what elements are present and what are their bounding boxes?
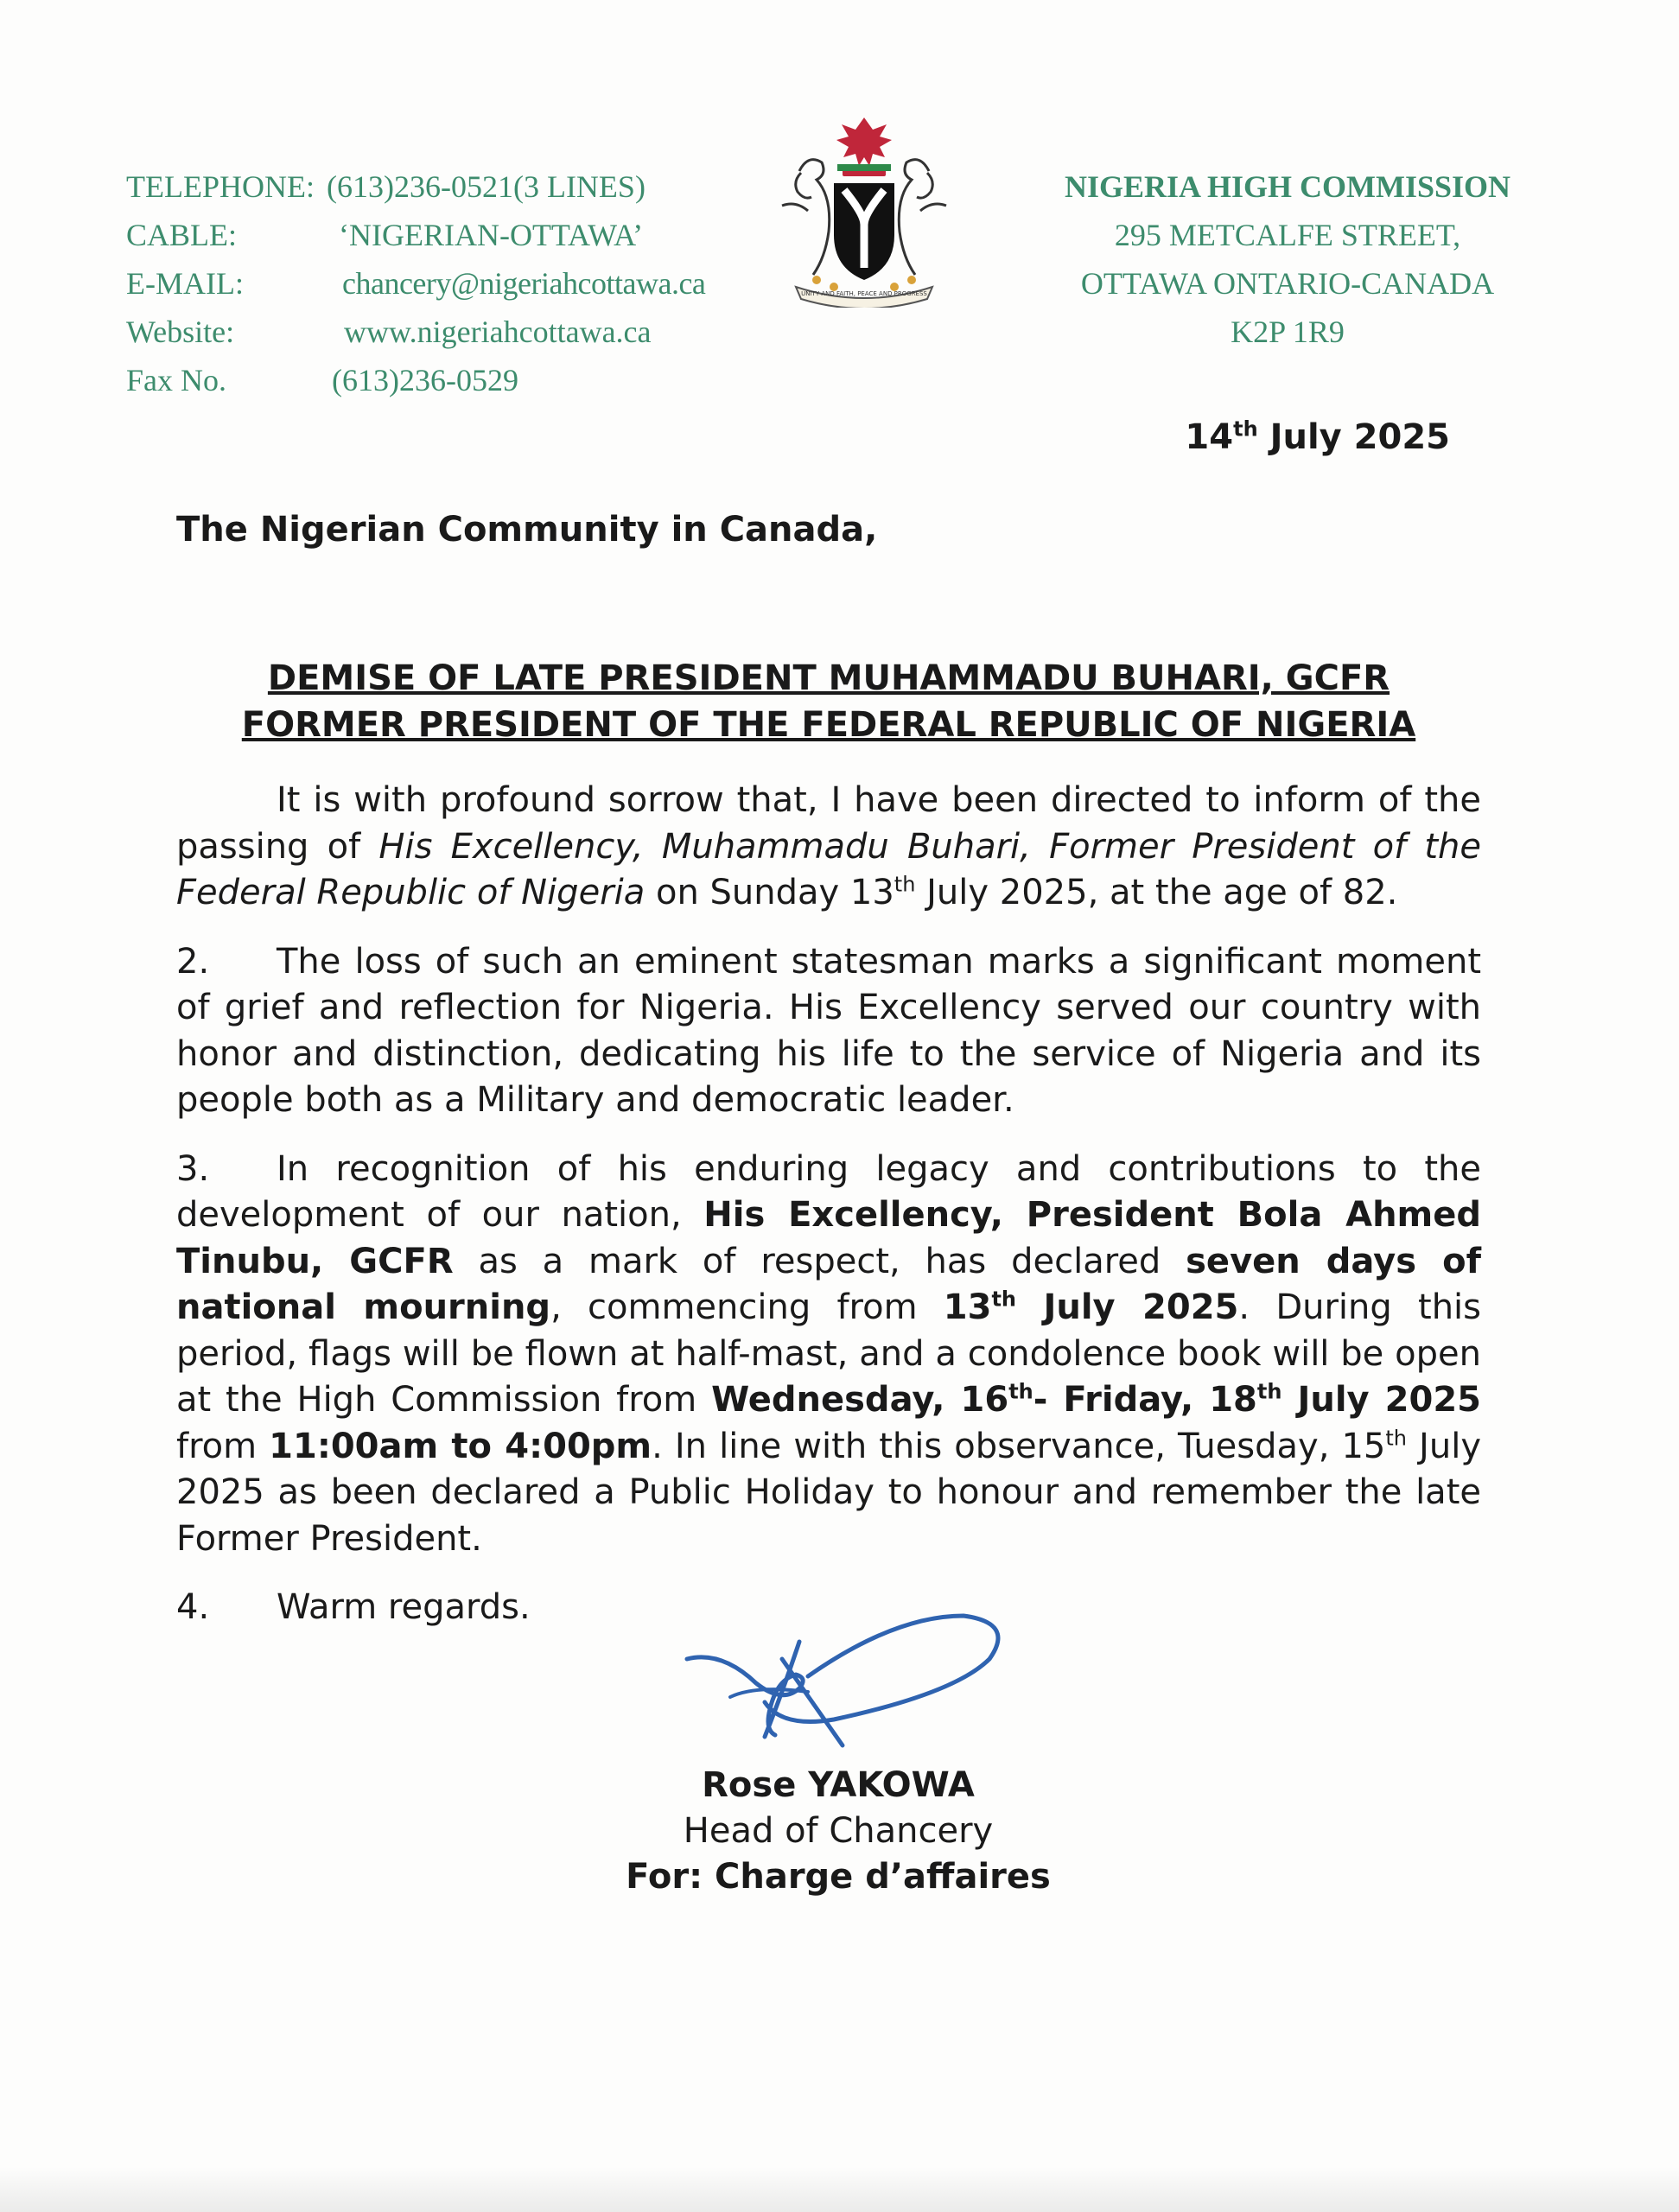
address-line-3: K2P 1R9 [1231,315,1345,349]
coat-of-arms-motto: UNITY AND FAITH, PEACE AND PROGRESS [801,290,927,297]
letter-date [1185,417,1450,457]
website-value: www.nigeriahcottawa.ca [344,315,652,349]
p3-text-a: In recognition of his enduring legacy and contributions to the development of our nation, [176,1148,1481,1235]
p4-number: 4. [176,1587,210,1627]
p1-text-d: July 2025, at the age of 82. [915,873,1398,912]
signoff-block [605,1763,1072,1900]
address-line-2: OTTAWA ONTARIO-CANADA [1080,266,1495,301]
subject-line-1: DEMISE OF LATE PRESIDENT MUHAMMADU BUHARI, GCFR [267,658,1390,698]
p3-start-month: July 2025 [1016,1287,1239,1327]
p3-fri-sup: th [1256,1379,1282,1404]
p1-text-a: It is with profound sorrow that, I have been directed to inform of the passing of [176,780,1481,867]
paragraph-1 [176,778,1481,917]
p3-fri: - Friday, 18 [1033,1380,1257,1420]
p3-text-h: . During this period, flags will be flown at half-mast, and a condolence book will be open at the High Commission from [176,1287,1481,1420]
email-label: E-MAIL: [126,266,244,301]
p3-wed: Wednesday, 16 [711,1380,1009,1420]
p3-text-o: July 2025 as been declared a Public Holiday to honour and remember the late Former President. [176,1426,1481,1559]
p3-book-month: July 2025 [1282,1380,1481,1420]
p3-bold-hours: 11:00am to 4:00pm [269,1426,652,1466]
p3-text-c: as a mark of respect, has declared [453,1241,1186,1281]
address-line-1: 295 METCALFE STREET, [1114,218,1461,252]
p3-bold-president: His Excellency, President Bola Ahmed Tinubu, GCFR [176,1195,1481,1281]
date-day: 14 [1185,417,1234,457]
subject-heading [176,655,1481,748]
p3-bold-start-date [944,1287,1239,1327]
cable-label: CABLE: [126,218,238,252]
paragraph-3 [176,1147,1481,1563]
p3-text-e: , commencing from [550,1287,944,1327]
telephone-label: TELEPHONE: [126,169,315,204]
scan-shadow [0,2167,1679,2212]
p3-start-sup: th [991,1287,1017,1312]
p3-bold-mourning: seven days of national mourning [176,1241,1481,1327]
signatory-for: For: Charge d’affaires [626,1857,1051,1897]
date-suffix: th [1233,416,1258,442]
p1-sup: th [894,872,916,897]
signatory-name: Rose YAKOWA [702,1765,975,1805]
website-label: Website: [126,315,235,349]
signatory-title: Head of Chancery [683,1811,994,1851]
p3-text-l: from [176,1426,270,1466]
p3-number: 3. [176,1148,210,1189]
cable-value: ‘NIGERIAN-OTTAWA’ [339,218,644,252]
letterhead-address [1020,162,1555,356]
p3-start-day: 13 [943,1287,992,1327]
fax-label: Fax No. [126,363,226,397]
p1-text-c: on Sunday 13 [645,873,894,912]
p1-italic-name: His Excellency, Muhammadu Buhari, Former President of the Federal Republic of Nigeria [176,826,1482,912]
org-name: NIGERIA HIGH COMMISSION [1064,169,1511,204]
paragraph-2 [176,939,1481,1124]
p2-number: 2. [176,941,210,982]
p3-bold-book-dates [711,1380,1481,1420]
p3-wed-sup: th [1008,1379,1033,1404]
subject-line-2: FORMER PRESIDENT OF THE FEDERAL REPUBLIC OF NIGERIA [241,705,1416,745]
p4-text: Warm regards. [277,1587,531,1627]
p3-text-n: . In line with this observance, Tuesday, 15 [652,1426,1386,1466]
letter-body [176,778,1481,1654]
email-value: chancery@nigeriahcottawa.ca [342,266,706,301]
addressee: The Nigerian Community in Canada, [176,510,878,550]
fax-value: (613)236-0529 [332,363,518,397]
coat-of-arms-icon [747,111,981,308]
date-month-year: July 2025 [1269,417,1450,457]
p3-holiday-sup: th [1385,1426,1407,1451]
p2-text: The loss of such an eminent statesman marks a significant moment of grief and reflection for Nigeria. His Excellency served our country with honor and distinction, dedicating his life to the service of Nigeria and its people both as a Military and democratic leader. [176,941,1481,1120]
telephone-value: (613)236-0521(3 LINES) [327,169,646,204]
